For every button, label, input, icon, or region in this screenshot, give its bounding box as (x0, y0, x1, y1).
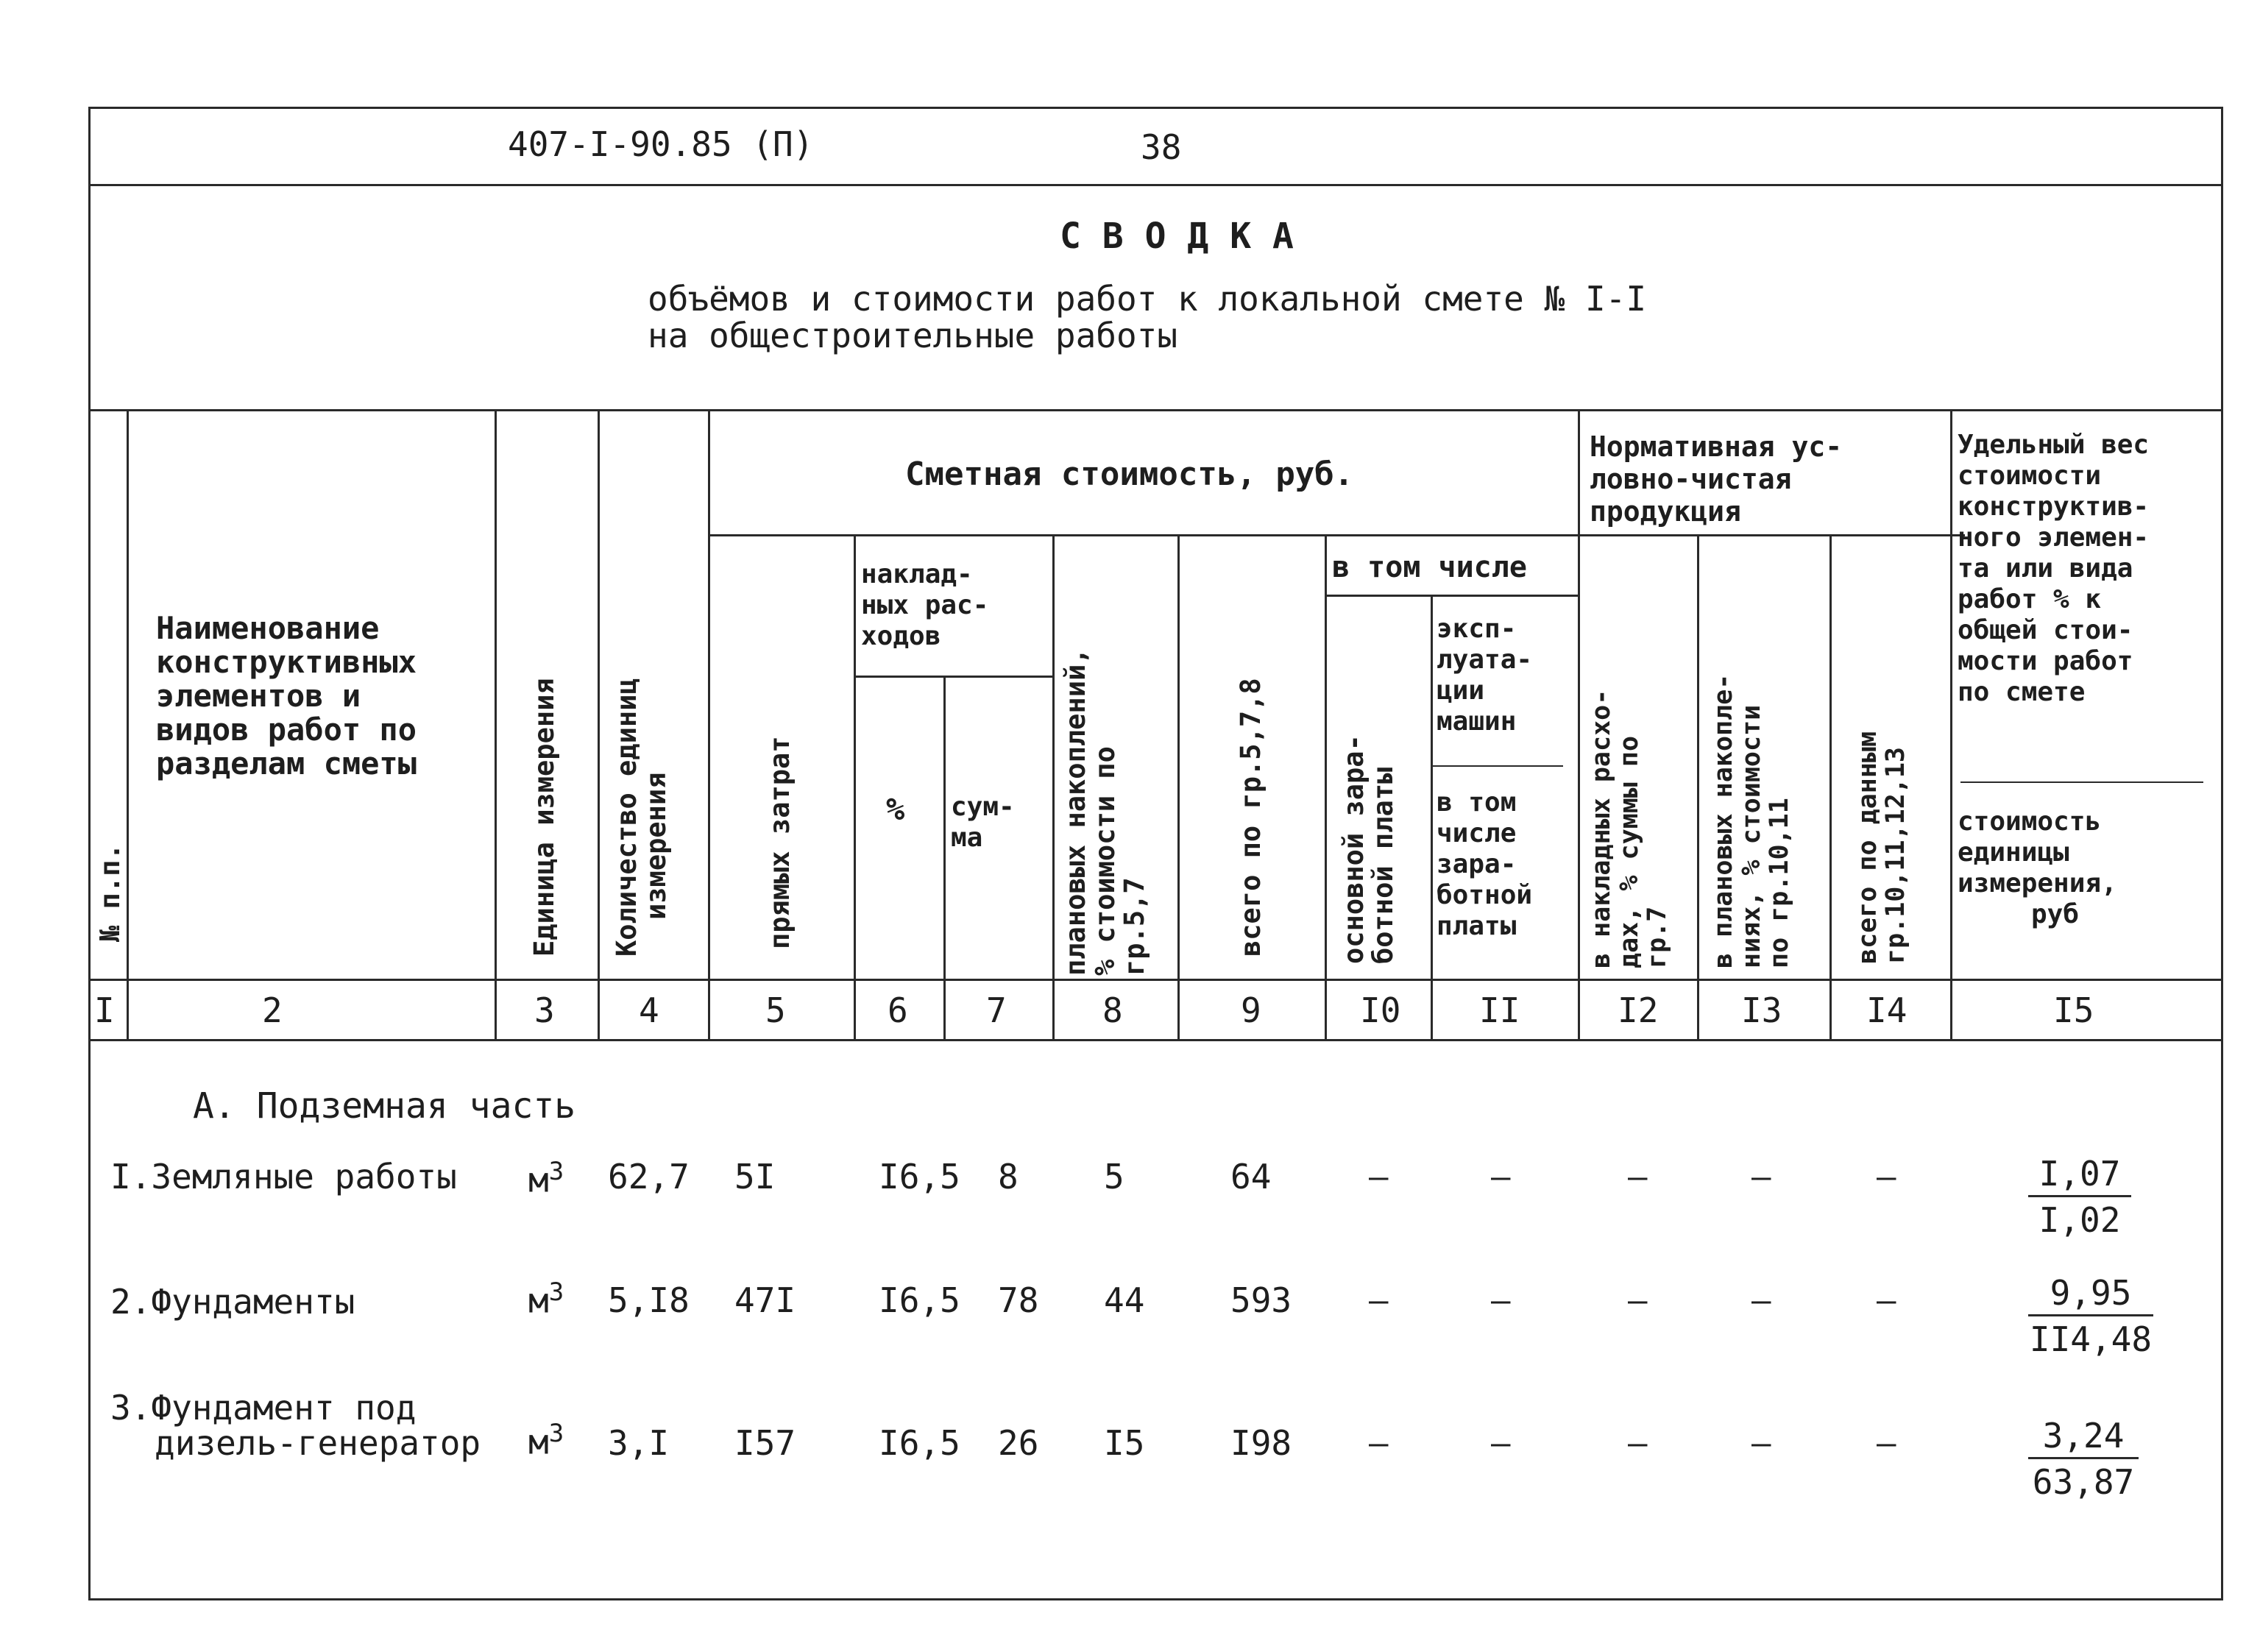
row1-c11: – (1491, 1158, 1511, 1196)
header-col7-line2: ма (951, 823, 983, 853)
row3-overhead-sum: 26 (998, 1423, 1039, 1463)
header-col11a-line2: луата- (1437, 645, 1533, 675)
header-col15a-line9: по смете (1958, 677, 2086, 707)
colnum-14: I4 (1866, 990, 1907, 1030)
document-subtitle-line1: объёмов и стоимости работ к локальной смете № I-I (648, 279, 1647, 319)
row1-c10: – (1369, 1158, 1389, 1196)
header-col8-line1: плановых накоплений, (1060, 648, 1091, 976)
row1-accum: 5 (1104, 1157, 1124, 1197)
frame-bottom-line (88, 1598, 2222, 1600)
row3-qty: 3,I (608, 1423, 670, 1463)
row1-unit (528, 1157, 564, 1199)
colnum-9: 9 (1241, 990, 1261, 1030)
colnum-3: 3 (534, 990, 555, 1030)
header-col11a-line1: эксп- (1437, 614, 1517, 644)
row3-share: 3,24 (2028, 1416, 2139, 1459)
row2-pct: I6,5 (879, 1280, 960, 1320)
row2-accum: 44 (1104, 1280, 1145, 1320)
vline-2 (495, 409, 497, 1039)
col15-split-line (1960, 781, 2203, 783)
header-col13-line2: ниях, % стоимости (1736, 704, 1766, 968)
header-col4-line2: измерения (640, 772, 672, 920)
row1-share-fraction (2028, 1154, 2131, 1240)
colnum-11: II (1479, 990, 1520, 1030)
header-col14-line2: гр.10,11,12,13 (1880, 746, 1910, 964)
header-col4 (612, 678, 671, 957)
header-col12-line1: в накладных расхо- (1587, 689, 1616, 968)
row2-unit-sup: 3 (548, 1277, 564, 1307)
colnum-12: I2 (1618, 990, 1659, 1030)
header-col13-line1: в плановых накопле- (1709, 673, 1738, 968)
row2-unit-cost: II4,48 (2029, 1319, 2153, 1359)
row1-unit-base: м (528, 1160, 549, 1200)
page-number: 38 (1141, 127, 1182, 167)
row3-c11: – (1491, 1425, 1511, 1462)
vline-4 (708, 409, 710, 1039)
row3-share-fraction (2028, 1416, 2139, 1502)
vline-12 (1697, 534, 1699, 1039)
norm-subheader-line (1578, 534, 1965, 536)
vline-10 (1431, 595, 1433, 1039)
document-code: 407-I-90.85 (П) (508, 124, 814, 164)
row2-c12: – (1628, 1282, 1648, 1319)
header-col15a-line8: мости работ (1958, 646, 2133, 676)
header-col6: % (886, 791, 905, 827)
header-col1: № п.п. (94, 843, 126, 942)
header-col15a-line4: ного элемен- (1958, 522, 2150, 553)
header-col12-line2: дах, % суммы по (1614, 735, 1644, 968)
vline-5 (854, 534, 856, 1039)
header-col15a-line7: общей стои- (1958, 615, 2133, 645)
document-subtitle-line2: на общестроительные работы (648, 316, 1178, 355)
vline-3 (598, 409, 600, 1039)
row1-c13: – (1751, 1158, 1771, 1196)
row3-c13: – (1751, 1425, 1771, 1462)
vline-14 (1950, 409, 1952, 1039)
header-group-norm-line3: продукция (1590, 495, 1741, 528)
row2-qty: 5,I8 (608, 1280, 690, 1320)
frame-top-line (88, 107, 2222, 109)
header-col8-line3: гр.5,7 (1118, 877, 1150, 976)
header-group-norm-line1: Нормативная ус- (1590, 430, 1843, 463)
colnum-8: 8 (1102, 990, 1123, 1030)
header-bottom-line (88, 979, 2222, 981)
row3-c14: – (1877, 1425, 1896, 1462)
col11-split-line (1431, 765, 1563, 767)
colnum-13: I3 (1741, 990, 1782, 1030)
header-col7-line1: сум- (951, 792, 1015, 822)
header-col14 (1855, 731, 1910, 964)
row1-name: I.Земляные работы (110, 1157, 457, 1197)
table-top-line (88, 409, 2222, 411)
header-col15a-line6: работ % к (1958, 584, 2102, 614)
header-col8 (1061, 648, 1150, 976)
header-overhead-line1: наклад- (861, 559, 973, 589)
colnum-5: 5 (765, 990, 786, 1030)
frame-left-line (88, 107, 91, 1600)
header-col12-line3: гр.7 (1642, 906, 1672, 968)
row1-share: I,07 (2028, 1154, 2131, 1197)
row2-total: 593 (1230, 1280, 1292, 1320)
vline-11 (1578, 409, 1580, 1039)
header-col11a-line4: машин (1437, 706, 1517, 737)
row3-direct: I57 (734, 1423, 796, 1463)
colnum-15: I5 (2053, 990, 2094, 1030)
row1-direct: 5I (734, 1157, 776, 1197)
row1-total: 64 (1230, 1157, 1272, 1197)
header-col11b-line4: ботной (1437, 880, 1533, 910)
header-col8-line2: % стоимости по (1088, 746, 1121, 976)
row3-pct: I6,5 (879, 1423, 960, 1463)
row2-c11: – (1491, 1282, 1511, 1319)
row2-c13: – (1751, 1282, 1771, 1319)
row1-c14: – (1877, 1158, 1896, 1196)
header-col12 (1588, 689, 1671, 968)
row2-share-fraction (2028, 1273, 2153, 1359)
row3-unit-sup: 3 (548, 1419, 564, 1448)
row1-pct: I6,5 (879, 1157, 960, 1197)
header-col11b-line1: в том (1437, 787, 1517, 818)
header-col9: всего по гр.5,7,8 (1235, 678, 1267, 957)
header-col15b-line2: единицы (1958, 837, 2069, 868)
row3-unit (528, 1419, 564, 1461)
row1-unit-sup: 3 (548, 1157, 564, 1186)
header-col13 (1710, 674, 1793, 968)
row3-name-line1: 3.Фундамент под (110, 1388, 417, 1428)
row1-qty: 62,7 (608, 1157, 690, 1197)
header-col10 (1339, 734, 1398, 964)
row1-c12: – (1628, 1158, 1648, 1196)
row3-c12: – (1628, 1425, 1648, 1462)
header-col15b-line3: измерения, (1958, 868, 2117, 898)
header-col11b-line2: числе (1437, 818, 1517, 848)
section-title: А. Подземная часть (193, 1085, 576, 1127)
vline-7 (1052, 534, 1055, 1039)
row3-name-line2: дизель-генератор (155, 1423, 481, 1463)
header-separator-line (88, 184, 2222, 186)
header-col2-line4: видов работ по (156, 712, 417, 748)
header-col15a-line5: та или вида (1958, 553, 2133, 584)
header-col2-line5: разделам сметы (156, 745, 417, 781)
incl-subheader-line (1325, 595, 1578, 597)
header-col11b-line3: зара- (1437, 849, 1517, 879)
header-col15a-line1: Удельный вес (1958, 430, 2150, 460)
row2-c14: – (1877, 1282, 1896, 1319)
row3-unit-base: м (528, 1422, 549, 1462)
header-col10-line1: основной зара- (1338, 734, 1370, 964)
header-col15b-line1: стоимость (1958, 806, 2102, 837)
row2-c10: – (1369, 1282, 1389, 1319)
row2-name: 2.Фундаменты (110, 1282, 355, 1322)
colnum-6: 6 (888, 990, 908, 1030)
row2-overhead-sum: 78 (998, 1280, 1039, 1320)
vline-6 (943, 676, 946, 1039)
row2-direct: 47I (734, 1280, 796, 1320)
header-col11b-line5: платы (1437, 911, 1517, 941)
row3-accum: I5 (1104, 1423, 1145, 1463)
vline-13 (1829, 534, 1832, 1039)
colnum-bottom-line (88, 1039, 2222, 1041)
header-col5: прямых затрат (764, 736, 796, 949)
header-col10-line2: ботной платы (1367, 767, 1399, 964)
colnum-7: 7 (986, 990, 1007, 1030)
overhead-subheader-line (854, 676, 1054, 678)
header-overhead-line2: ных рас- (861, 590, 989, 620)
header-incl: в том числе (1332, 550, 1527, 584)
row1-overhead-sum: 8 (998, 1157, 1019, 1197)
cost-subheader-line (709, 534, 1578, 536)
vline-1 (127, 409, 129, 1039)
row2-unit-base: м (528, 1280, 549, 1321)
row1-unit-cost: I,02 (2038, 1200, 2121, 1240)
vline-9 (1325, 534, 1327, 1039)
header-col2-line2: конструктивных (156, 644, 417, 680)
row3-unit-cost: 63,87 (2032, 1462, 2135, 1502)
header-col13-line3: по гр.10,11 (1764, 798, 1794, 968)
header-col2-line1: Наименование (156, 610, 380, 646)
header-group-cost: Сметная стоимость, руб. (905, 455, 1354, 493)
vline-8 (1177, 534, 1180, 1039)
row2-share: 9,95 (2028, 1273, 2153, 1316)
colnum-10: I0 (1360, 990, 1401, 1030)
header-col4-line1: Количество единиц (611, 678, 642, 957)
colnum-1: I (94, 990, 115, 1030)
document-title: С В О Д К А (1060, 216, 1294, 257)
header-overhead-line3: ходов (861, 621, 941, 651)
header-col11a-line3: ции (1437, 676, 1485, 706)
header-group-norm-line2: ловно-чистая (1590, 463, 1792, 495)
colnum-2: 2 (262, 990, 283, 1030)
colnum-4: 4 (639, 990, 659, 1030)
header-col15a-line3: конструктив- (1958, 492, 2150, 522)
row3-total: I98 (1230, 1423, 1292, 1463)
row2-unit (528, 1277, 564, 1320)
row3-c10: – (1369, 1425, 1389, 1462)
frame-right-line (2221, 107, 2223, 1600)
header-col15a-line2: стоимости (1958, 461, 2102, 491)
header-col14-line1: всего по данным (1853, 731, 1882, 964)
header-col3: Единица измерения (528, 678, 560, 957)
header-col15b-line4: руб (2031, 899, 2080, 929)
header-col2-line3: элементов и (156, 678, 361, 714)
